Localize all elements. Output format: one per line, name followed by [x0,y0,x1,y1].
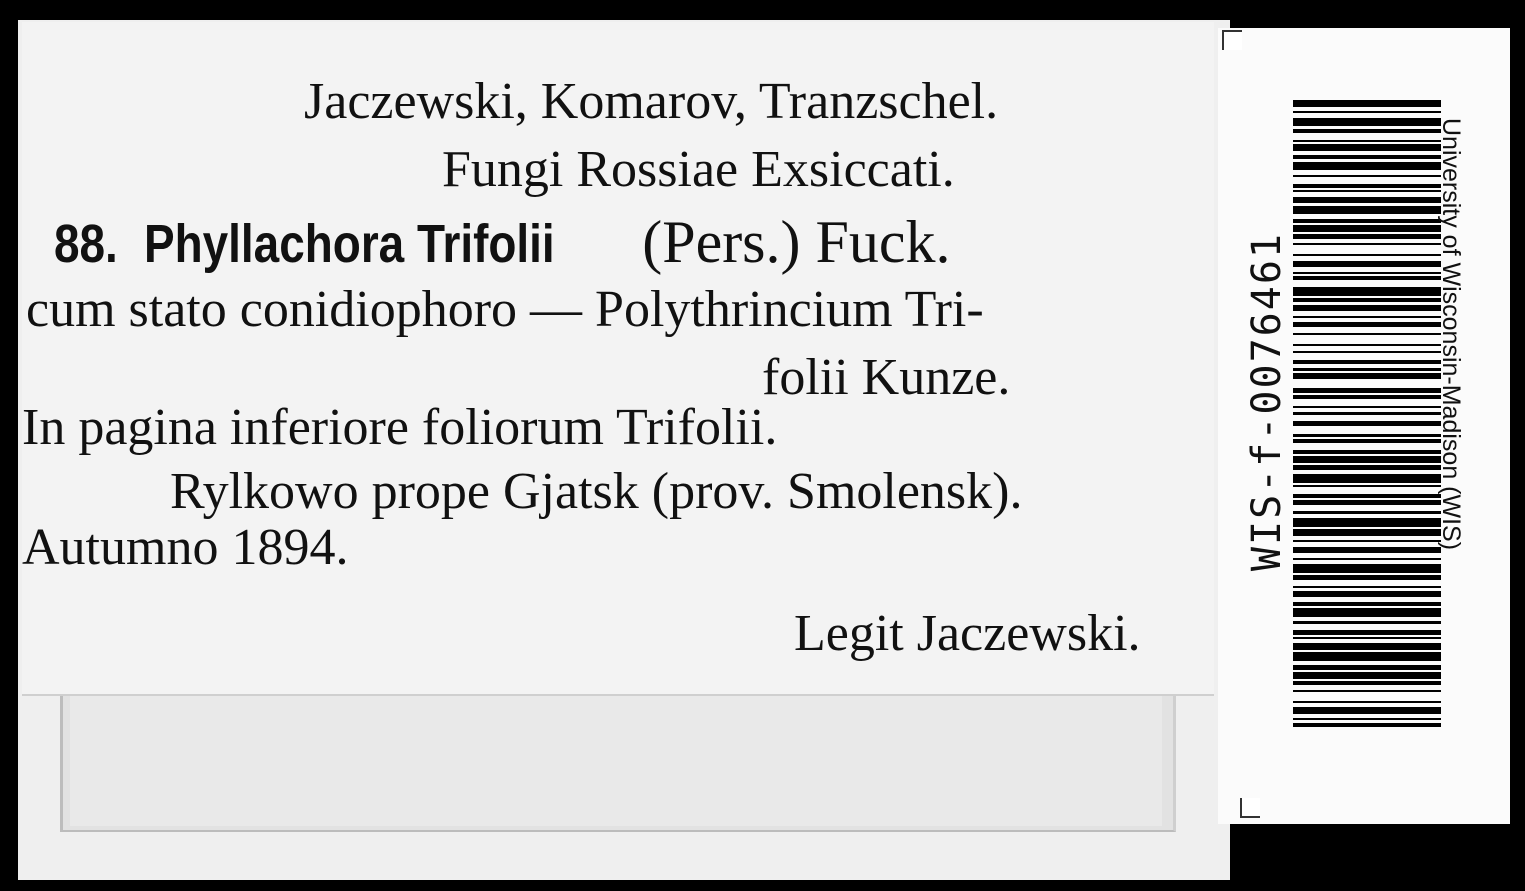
barcode-bar [1293,474,1441,483]
barcode-bar [1293,485,1441,487]
barcode-bar [1293,500,1441,504]
barcode-bar [1293,333,1441,335]
barcode-bar [1293,129,1441,133]
barcode-bar [1293,100,1441,107]
barcode-bar [1293,406,1441,408]
barcode-bar [1293,621,1441,623]
institution-name: University of Wisconsin-Madison (WIS) [1437,118,1465,551]
barcode-bar [1293,643,1441,650]
catalog-number: WIS-f-0076461 [1244,232,1290,572]
barcode-bar [1293,254,1441,256]
barcode-bar [1293,681,1441,685]
barcode-bar [1293,351,1441,353]
locality-line: Rylkowo prope Gjatsk (prov. Smolensk). [170,463,1023,520]
barcode-bar [1293,591,1441,598]
taxon-author: (Pers.) Fuck. [642,209,951,275]
barcode-bar [1293,287,1441,296]
barcode-bar [1293,298,1441,302]
barcode-bar [1293,155,1441,159]
barcode-bar [1293,529,1441,536]
barcode-bar [1293,672,1441,679]
barcode-bar [1293,276,1441,280]
barcode-bar [1293,718,1441,720]
barcode-bar [1293,162,1441,171]
taxon-line [54,209,951,275]
exsiccata-number: 88. [54,214,118,274]
barcode-bar [1293,637,1441,639]
barcode-bar [1293,547,1441,554]
collectors-line: Jaczewski, Komarov, Tranzschel. [304,73,999,130]
barcode-bar [1293,723,1441,727]
barcode-bar [1293,434,1441,436]
barcode-bar [1293,360,1441,364]
barcode-bar [1293,608,1441,617]
barcode-bar [1293,707,1441,714]
barcode-bar [1293,322,1441,326]
barcode-bar [1293,395,1441,399]
barcode-bar [1293,412,1441,414]
series-title: Fungi Rossiae Exsiccati. [442,141,955,198]
barcode-bar [1293,558,1441,560]
barcode-bar [1293,421,1441,425]
barcode-bar [1293,630,1441,634]
corner-mark [1222,30,1242,50]
barcode-bar [1293,575,1441,579]
barcode-bar [1293,690,1441,692]
barcode-bar [1293,190,1441,192]
barcode-bar [1293,272,1441,274]
taxon-name: Phyllachora Trifolii [144,214,555,274]
barcode-bar [1293,511,1441,513]
barcode-bar [1293,665,1441,669]
packet-inner [70,694,1162,826]
corner-mark [1240,798,1260,818]
barcode-bar [1293,261,1441,268]
habitat-line: In pagina inferiore foliorum Trifolii. [22,399,778,456]
barcode-bar [1293,140,1441,142]
barcode-bar [1293,316,1441,318]
barcode-bar [1293,144,1441,151]
date-line: Autumno 1894. [22,519,349,576]
barcode-bar [1293,368,1441,370]
barcode-bar [1293,586,1441,588]
barcode-bar [1293,184,1441,188]
barcode-bar [1293,701,1441,703]
barcode-bar [1293,450,1441,454]
printed-label [22,22,1214,696]
conidial-state-line: cum stato conidiophoro — Polythrincium Tri- [26,281,984,338]
barcode-bar [1293,344,1441,346]
barcode-bar [1293,540,1441,542]
barcode-bar [1293,243,1441,245]
barcode-bar [1293,494,1441,498]
barcode-bar [1293,305,1441,312]
barcode-bar [1293,652,1441,661]
collector-line: Legit Jaczewski. [794,605,1141,662]
barcode [1293,100,1441,732]
barcode-bar [1293,175,1441,177]
barcode-bar [1293,373,1441,380]
barcode-bar [1293,465,1441,469]
conidial-state-cont: folii Kunze. [762,349,1011,406]
barcode-bar [1293,602,1441,606]
barcode-bar [1293,197,1441,204]
barcode-bar [1293,118,1441,127]
barcode-bar [1293,564,1441,573]
barcode-bar [1293,225,1441,232]
barcode-bar [1293,456,1441,463]
barcode-bar [1293,234,1441,238]
barcode-bar [1293,206,1441,215]
barcode-bar [1293,439,1441,443]
barcode-bar [1293,388,1441,392]
barcode-bar [1293,111,1441,113]
barcode-bar [1293,219,1441,223]
barcode-bar [1293,518,1441,527]
